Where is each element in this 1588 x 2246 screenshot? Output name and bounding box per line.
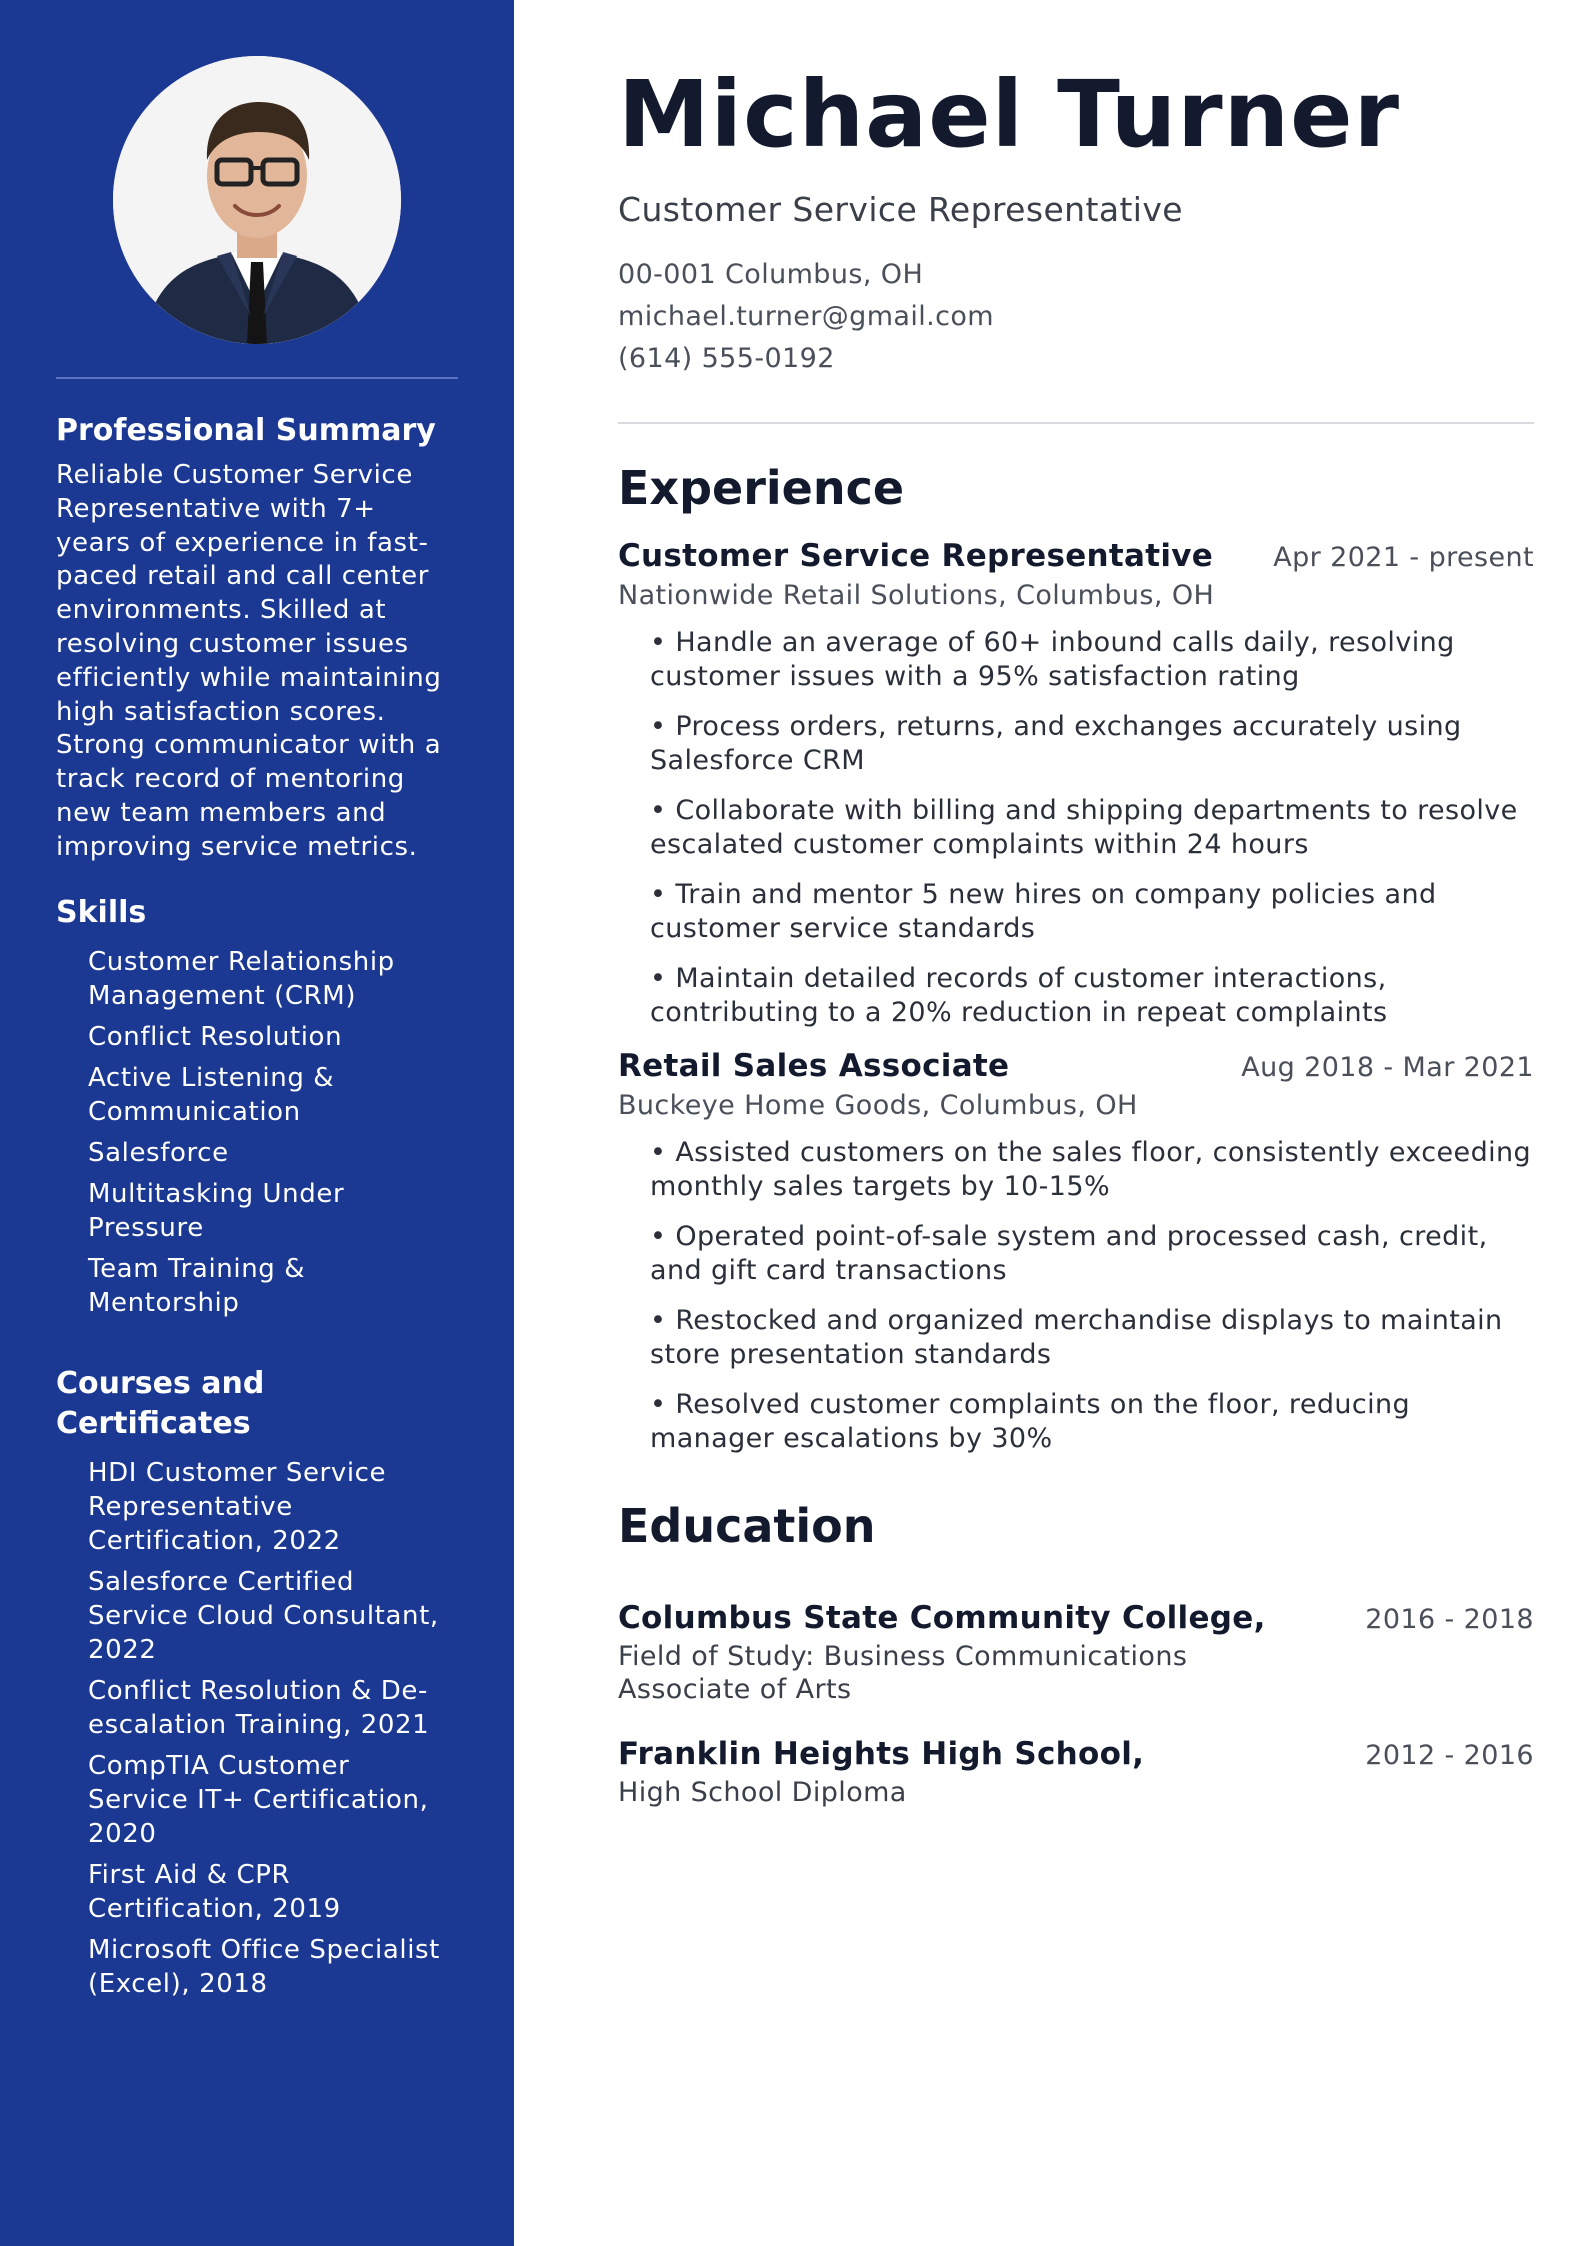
- job-bullet: • Assisted customers on the sales floor, consistently exceeding monthly sales targets by 10-15%: [650, 1136, 1534, 1204]
- job-bullet: • Collaborate with billing and shipping departments to resolve escalated customer complaints within 24 hours: [650, 794, 1534, 862]
- skill-item: Salesforce: [88, 1137, 229, 1168]
- contact-email: michael.turner@gmail.com: [618, 301, 994, 332]
- job-company: Nationwide Retail Solutions, Columbus, OH: [618, 580, 1215, 611]
- candidate-role: Customer Service Representative: [618, 190, 1183, 229]
- school-name: Franklin Heights High School,: [618, 1736, 1145, 1772]
- certificate-item: First Aid & CPR Certification, 2019: [88, 1859, 341, 1924]
- experience-heading: Experience: [618, 461, 905, 515]
- skill-item: Team Training & Mentorship: [88, 1253, 306, 1318]
- certificate-item: HDI Customer Service Representative Certification, 2022: [88, 1457, 387, 1556]
- job-bullet: • Train and mentor 5 new hires on company policies and customer service standards: [650, 878, 1534, 946]
- contact-phone: (614) 555-0192: [618, 343, 835, 374]
- certificate-item: Microsoft Office Specialist (Excel), 2018: [88, 1934, 440, 1999]
- education-entry: [618, 1734, 1534, 1809]
- job-entry: [618, 1046, 1534, 1456]
- degree: Associate of Arts: [618, 1674, 852, 1705]
- sidebar: [0, 0, 514, 2246]
- school-dates: 2012 - 2016: [1365, 1740, 1534, 1771]
- job-dates: Apr 2021 - present: [1273, 542, 1534, 573]
- skills-list: [56, 945, 458, 1320]
- school-name: Columbus State Community College,: [618, 1600, 1266, 1636]
- job-bullet: • Maintain detailed records of customer interactions, contributing to a 20% reduction in repeat complaints: [650, 962, 1534, 1030]
- job-title: Customer Service Representative: [618, 538, 1214, 574]
- field-of-study: Field of Study: Business Communications: [618, 1641, 1188, 1672]
- summary-text: Reliable Customer Service Representative with 7+ years of experience in fast-paced retail and call center environments. Skilled at resolving customer issues efficiently while maintaining high satisfaction scores. Strong communicator with a track record of mentoring new team members and improving service metrics.: [56, 460, 442, 862]
- job-company: Buckeye Home Goods, Columbus, OH: [618, 1090, 1138, 1121]
- job-bullet: • Operated point-of-sale system and processed cash, credit, and gift card transactions: [650, 1220, 1534, 1288]
- certificates-list: [56, 1456, 458, 2001]
- education-entry: [618, 1598, 1534, 1706]
- summary-heading: Professional Summary: [56, 413, 436, 448]
- person-portrait-icon: [113, 56, 401, 344]
- job-title: Retail Sales Associate: [618, 1048, 1010, 1084]
- sidebar-divider: [56, 377, 458, 379]
- skill-item: Customer Relationship Management (CRM): [88, 946, 395, 1011]
- skill-item: Active Listening & Communication: [88, 1062, 335, 1127]
- certificate-item: Conflict Resolution & De-escalation Training, 2021: [88, 1675, 430, 1740]
- job-bullets: [618, 626, 1534, 1030]
- header-divider: [618, 422, 1534, 424]
- job-bullet: • Handle an average of 60+ inbound calls daily, resolving customer issues with a 95% satisfaction rating: [650, 626, 1534, 694]
- job-entry: [618, 536, 1534, 1030]
- job-bullets: [618, 1136, 1534, 1456]
- job-bullet: • Process orders, returns, and exchanges accurately using Salesforce CRM: [650, 710, 1534, 778]
- job-bullet: • Resolved customer complaints on the floor, reducing manager escalations by 30%: [650, 1388, 1534, 1456]
- education-heading: Education: [618, 1499, 876, 1553]
- school-dates: 2016 - 2018: [1365, 1604, 1534, 1635]
- job-bullet: • Restocked and organized merchandise displays to maintain store presentation standards: [650, 1304, 1534, 1372]
- certificate-item: Salesforce Certified Service Cloud Consultant, 2022: [88, 1566, 439, 1665]
- skill-item: Multitasking Under Pressure: [88, 1178, 345, 1243]
- skills-heading: Skills: [56, 894, 147, 930]
- candidate-name: Michael Turner: [618, 61, 1400, 168]
- contact-address: 00-001 Columbus, OH: [618, 259, 924, 290]
- certificates-heading: Courses and Certificates: [56, 1365, 265, 1441]
- job-dates: Aug 2018 - Mar 2021: [1241, 1052, 1534, 1083]
- profile-photo: [113, 56, 401, 344]
- certificate-item: CompTIA Customer Service IT+ Certification, 2020: [88, 1750, 429, 1849]
- contact-info: [618, 254, 1534, 380]
- skill-item: Conflict Resolution: [88, 1021, 343, 1052]
- degree: High School Diploma: [618, 1777, 907, 1808]
- main-content: [514, 0, 1588, 2246]
